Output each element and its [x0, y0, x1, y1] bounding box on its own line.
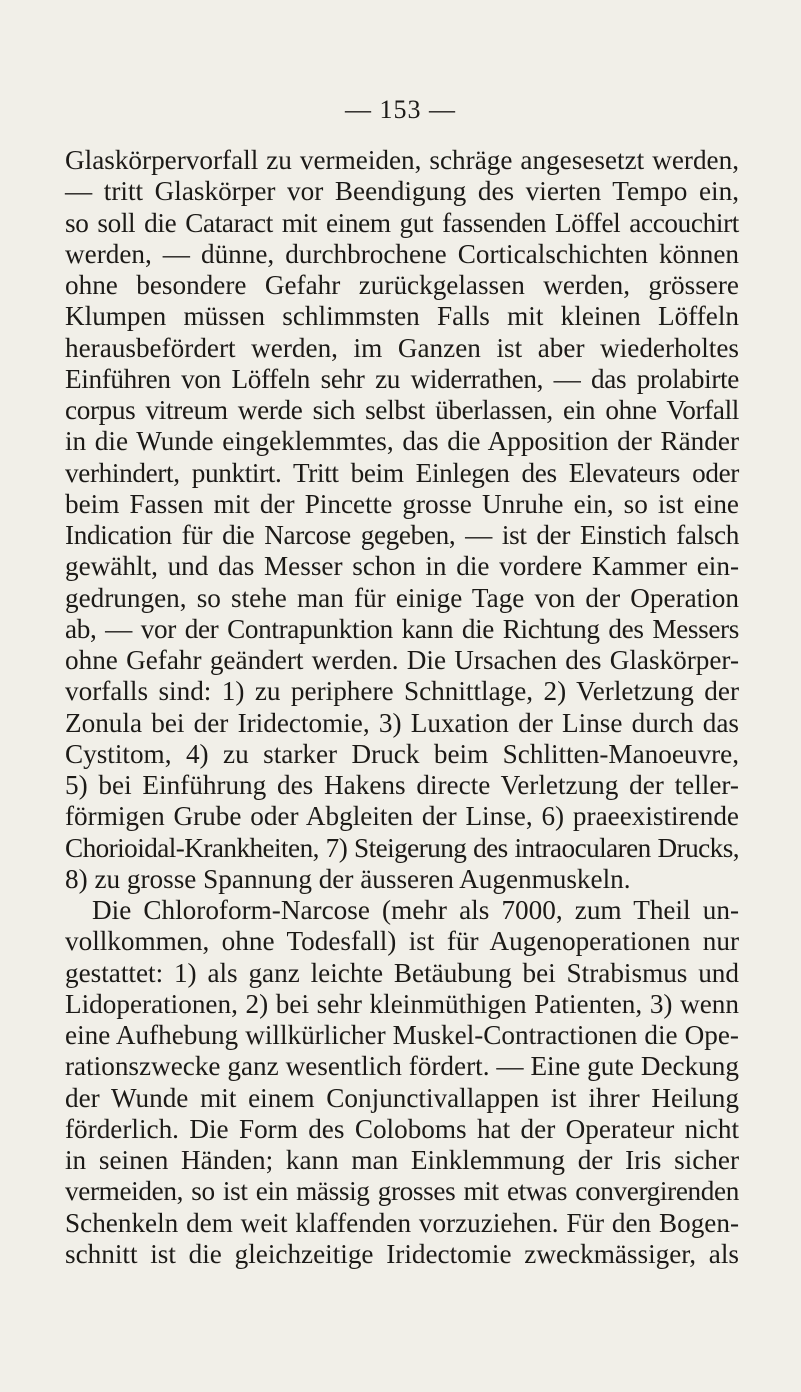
text-line: corpus vitreum werde sich selbst überlassen, ein ohne Vorfall	[65, 395, 739, 425]
text-line: Cystitom, 4) zu starker Druck beim Schlitten-Manoeuvre,	[65, 738, 739, 769]
text-line: ohne besondere Gefahr zurückgelassen werden, grössere	[65, 270, 739, 300]
text-line: vorfalls sind: 1) zu periphere Schnittlage, 2) Verletzung der	[65, 676, 739, 707]
text-line: ab, — vor der Contrapunktion kann die Richtung des Messers	[65, 613, 739, 644]
text-line: verhindert, punktirt. Tritt beim Einlegen des Elevateurs oder	[65, 457, 739, 488]
text-line: gedrungen, so stehe man für einige Tage von der Operation	[65, 582, 739, 613]
text-line: der Wunde mit einem Conjunctivallappen ist ihrer Heilung	[65, 1082, 739, 1113]
text-line: — tritt Glaskörper vor Beendigung des vierten Tempo ein,	[65, 176, 739, 207]
text-line: vollkommen, ohne Todesfall) ist für Augenoperationen nur	[65, 926, 739, 957]
text-line: Einführen von Löffeln sehr zu widerrathen, — das prolabirte	[65, 363, 739, 394]
text-line: ohne Gefahr geändert werden. Die Ursachen des Glaskörper-	[65, 645, 739, 675]
body-text	[65, 145, 739, 1270]
page-number: — 153 —	[345, 95, 456, 124]
text-line: schnitt ist die gleichzeitige Iridectomie zweckmässiger, als	[65, 1238, 739, 1269]
text-line: förmigen Grube oder Abgleiten der Linse, 6) praeexistirende	[65, 801, 739, 832]
text-line: Klumpen müssen schlimmsten Falls mit kleinen Löffeln	[65, 301, 739, 332]
text-line: Indication für die Narcose gegeben, — ist der Einstich falsch	[65, 520, 739, 550]
text-line: vermeiden, so ist ein mässig grosses mit etwas convergirenden	[65, 1176, 739, 1207]
text-line: werden, — dünne, durchbrochene Corticalschichten können	[65, 238, 739, 269]
text-line: förderlich. Die Form des Coloboms hat der Operateur nicht	[65, 1113, 739, 1144]
text-line: Lidoperationen, 2) bei sehr kleinmüthigen Patienten, 3) wenn	[65, 988, 739, 1019]
text-line: so soll die Cataract mit einem gut fassenden Löffel accouchirt	[65, 207, 739, 238]
text-line: Glaskörpervorfall zu vermeiden, schräge angesesetzt werden,	[65, 145, 739, 175]
text-line: eine Aufhebung willkürlicher Muskel-Contractionen die Ope-	[65, 1020, 739, 1050]
text-line: in seinen Händen; kann man Einklemmung der Iris sicher	[65, 1145, 739, 1175]
text-line: herausbefördert werden, im Ganzen ist aber wiederholtes	[65, 332, 739, 363]
text-line: Zonula bei der Iridectomie, 3) Luxation der Linse durch das	[65, 707, 739, 738]
text-line: rationszwecke ganz wesentlich fördert. — Eine gute Deckung	[65, 1051, 739, 1082]
text-line: in die Wunde eingeklemmtes, das die Apposition der Ränder	[65, 426, 739, 457]
text-line: gestattet: 1) als ganz leichte Betäubung bei Strabismus und	[65, 957, 739, 988]
text-line: 8) zu grosse Spannung der äusseren Augenmuskeln.	[65, 863, 631, 894]
text-line: Chorioidal-Krankheiten, 7) Steigerung des intraocularen Drucks,	[65, 832, 739, 863]
text-line: 5) bei Einführung des Hakens directe Verletzung der teller-	[65, 770, 739, 800]
text-line: beim Fassen mit der Pincette grosse Unruhe ein, so ist eine	[65, 488, 739, 519]
text-line: Schenkeln dem weit klaffenden vorzuziehen. Für den Bogen-	[65, 1207, 739, 1238]
text-line: Die Chloroform-Narcose (mehr als 7000, zum Theil un-	[92, 895, 739, 925]
text-line: gewählt, und das Messer schon in die vordere Kammer ein-	[65, 551, 739, 582]
